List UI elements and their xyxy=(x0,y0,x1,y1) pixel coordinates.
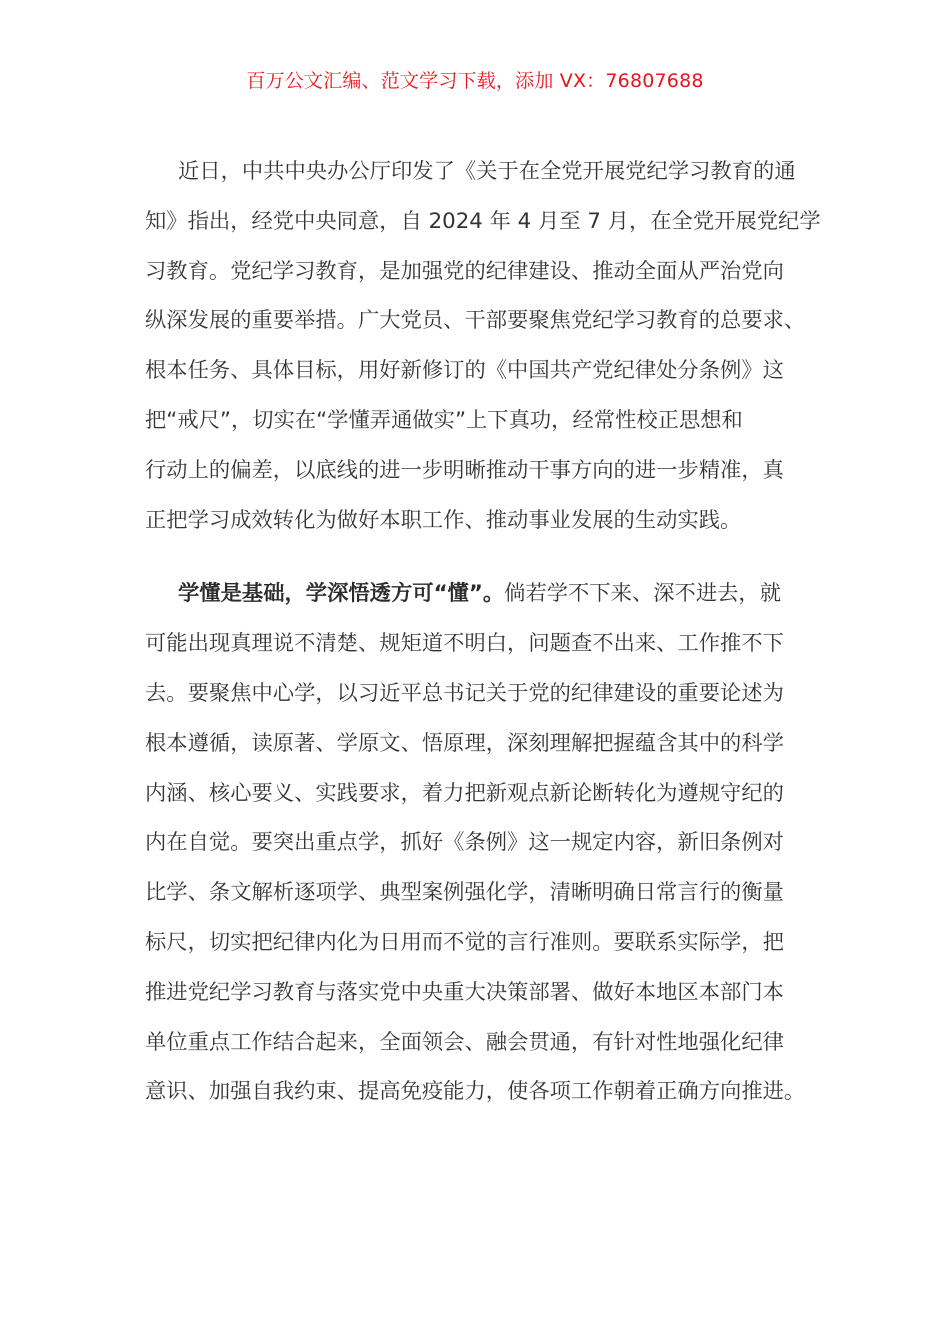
text-line: 标尺，切实把纪律内化为日用而不觉的言行准则。要联系实际学，把 xyxy=(145,929,784,955)
watermark-header: 百万公文汇编、范文学习下载，添加 VX：76807688 xyxy=(246,70,704,92)
text-line: 去。要聚焦中心学，以习近平总书记关于党的纪律建设的重要论述为 xyxy=(145,680,784,706)
text-line: 把“戒尺”，切实在“学懂弄通做实”上下真功，经常性校正思想和 xyxy=(145,407,743,433)
text-line: 纵深发展的重要举措。广大党员、干部要聚焦党纪学习教育的总要求、 xyxy=(145,308,806,334)
text-line: 比学、条文解析逐项学、典型案例强化学，清晰明确日常言行的衡量 xyxy=(145,880,784,906)
text-line: 近日，中共中央办公厅印发了《关于在全党开展党纪学习教育的通 xyxy=(178,159,796,184)
text-line: 习教育。党纪学习教育，是加强党的纪律建设、推动全面从严治党向 xyxy=(145,258,784,284)
text-line: 根本遵循，读原著、学原文、悟原理，深刻理解把握蕴含其中的科学 xyxy=(145,730,784,756)
text-line: 单位重点工作结合起来，全面领会、融会贯通，有针对性地强化纪律 xyxy=(145,1029,784,1055)
paragraph-lead-heading: 学懂是基础，学深悟透方可“懂”。 xyxy=(178,581,505,607)
text-line: 意识、加强自我约束、提高免疫能力，使各项工作朝着正确方向推进。 xyxy=(145,1079,806,1105)
document-body xyxy=(145,147,821,1117)
text-line: 正把学习成效转化为做好本职工作、推动事业发展的生动实践。 xyxy=(145,507,742,533)
text-line: 行动上的偏差，以底线的进一步明晰推动干事方向的进一步精准，真 xyxy=(145,457,784,483)
text-line: 知》指出，经党中央同意，自 2024 年 4 月至 7 月，在全党开展党纪学 xyxy=(145,208,821,234)
text-line xyxy=(145,569,811,619)
text-line: 根本任务、具体目标，用好新修订的《中国共产党纪律处分条例》这 xyxy=(145,358,784,384)
text-line: 可能出现真理说不清楚、规矩道不明白，问题查不出来、工作推不下 xyxy=(145,631,784,657)
text-line: 内涵、核心要义、实践要求，着力把新观点新论断转化为遵规守纪的 xyxy=(145,780,784,806)
paragraph-intro xyxy=(145,147,821,545)
text-line: 内在自觉。要突出重点学，抓好《条例》这一规定内容，新旧条例对 xyxy=(145,830,784,856)
paragraph-study xyxy=(145,569,811,1117)
text-segment: 倘若学不下来、深不进去，就 xyxy=(504,581,782,607)
text-line: 推进党纪学习教育与落实党中央重大决策部署、做好本地区本部门本 xyxy=(145,979,784,1005)
